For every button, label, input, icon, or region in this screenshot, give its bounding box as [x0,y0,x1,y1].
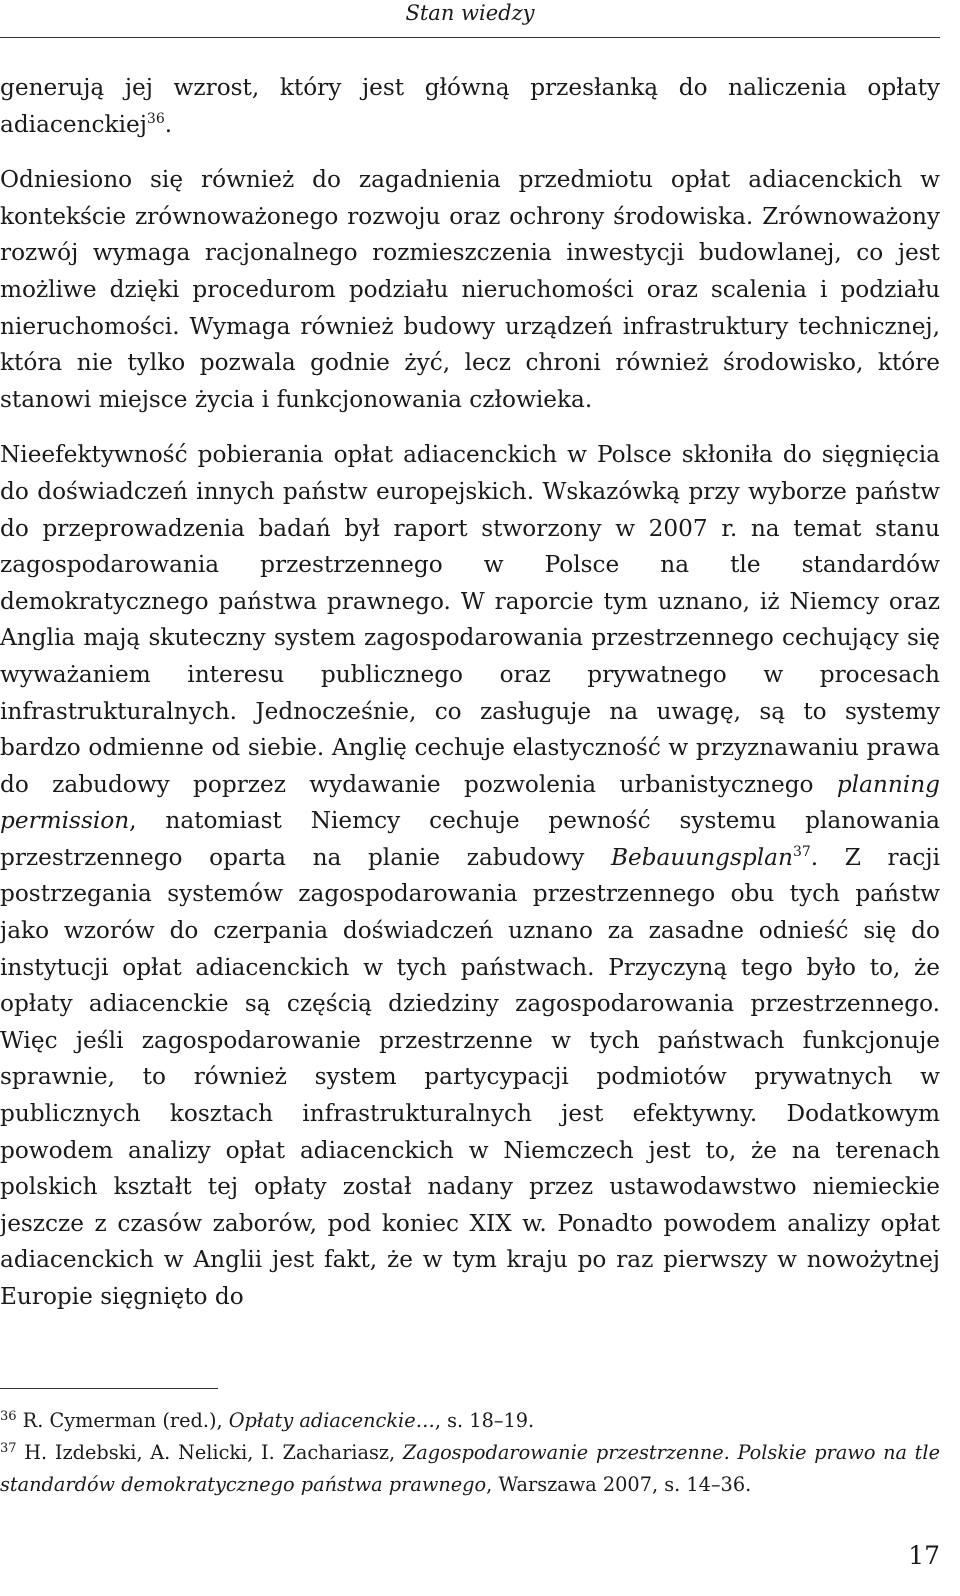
footnote-number: 36 [0,1409,17,1424]
body-text [0,70,940,1335]
paragraph-1-end: . [164,110,173,138]
footnote-ref-36[interactable]: 36 [146,110,165,127]
paragraph-2: Odniesiono się również do zagadnienia przedmiotu opłat adiacenckich w kontekście zrównoważonego rozwoju oraz ochrony środowiska. Zrównoważony rozwój wymaga racjonalnego rozmieszczenia inwestycji budowlanej, co jest możliwe dzięki procedurom podziału nieruchomości oraz scalenia i podziału nieruchomości. Wymaga również budowy urządzeń infrastruktury technicznej, która nie tylko pozwala godnie żyć, lecz chroni również środowisko, które stanowi miejsce życia i funkcjonowania człowieka. [0,166,940,413]
footnote-details: , s. 18–19. [434,1409,535,1432]
footnote-title: Opłaty adiacenckie… [228,1409,435,1432]
footnote-ref-37[interactable]: 37 [792,843,811,860]
footnote-37 [0,1437,940,1501]
footnote-number: 37 [0,1441,17,1456]
page-number: 17 [908,1541,940,1570]
paragraph-3-part-2: , natomiast Niemcy cechuje pewność systemu planowania przestrzennego oparta na planie zabudowy [0,807,940,871]
footnotes [0,1405,940,1501]
term-bebauungsplan: Bebauungsplan [610,843,793,871]
footnote-separator [0,1388,218,1389]
paragraph-1 [0,70,940,143]
paragraph-3 [0,437,940,1315]
paragraph-1-text: generują jej wzrost, który jest główną przesłanką do naliczenia opłaty adiacenckiej [0,74,940,138]
paragraph-3-part-1: Nieefektywność pobierania opłat adiacenckich w Polsce skłoniła do sięgnięcia do doświadczeń innych państw europejskich. Wskazówką przy wyborze państw do przeprowadzenia badań był raport stworzony w 2007 r. na temat stanu zagospodarowania przestrzennego w Polsce na tle standardów demokratycznego państwa prawnego. W raporcie tym uznano, iż Niemcy oraz Anglia mają skuteczny system zagospodarowania przestrzennego cechujący się wyważaniem interesu publicznego oraz prywatnego w procesach infrastrukturalnych. Jednocześnie, co zasługuje na uwagę, są to systemy bardzo odmienne od siebie. Anglię cechuje elastyczność w przyznawaniu prawa do zabudowy poprzez wydawanie pozwolenia urbanistycznego [0,441,940,798]
footnote-details: , Warszawa 2007, s. 14–36. [486,1473,752,1496]
footnote-author: R. Cymerman (red.), [16,1409,229,1432]
footnote-36 [0,1405,940,1437]
term-planning-permission: planning permission [0,770,940,835]
footnote-title: Zagospodarowanie przestrzenne. Polskie prawo na tle standardów demokratycznego państwa prawnego [0,1441,941,1496]
paragraph-3-part-3: . Z racji postrzegania systemów zagospodarowania przestrzennego obu tych państw jako wzorów do czerpania doświadczeń uznano za zasadne odnieść się do instytucji opłat adiacenckich w tych państwach. Przyczyną tego było to, że opłaty adiacenckie są częścią dziedziny zagospodarowania przestrzennego. Więc jeśli zagospodarowanie przestrzenne w tych państwach funkcjonuje sprawnie, to również system partycypacji podmiotów prywatnych w publicznych kosztach infrastrukturalnych jest efektywny. Dodatkowym powodem analizy opłat adiacenckich w Niemczech jest to, że na terenach polskich kształt tej opłaty został nadany przez ustawodawstwo niemieckie jeszcze z czasów zaborów, pod koniec XIX w. Ponadto powodem analizy opłat adiacenckich w Anglii jest fakt, że w tym kraju po raz pierwszy w nowożytnej Europie sięgnięto do [0,843,940,1310]
running-header-title: Stan wiedzy [405,1,535,25]
footnote-author: H. Izdebski, A. Nelicki, I. Zachariasz, [16,1441,403,1464]
running-header [0,0,940,38]
